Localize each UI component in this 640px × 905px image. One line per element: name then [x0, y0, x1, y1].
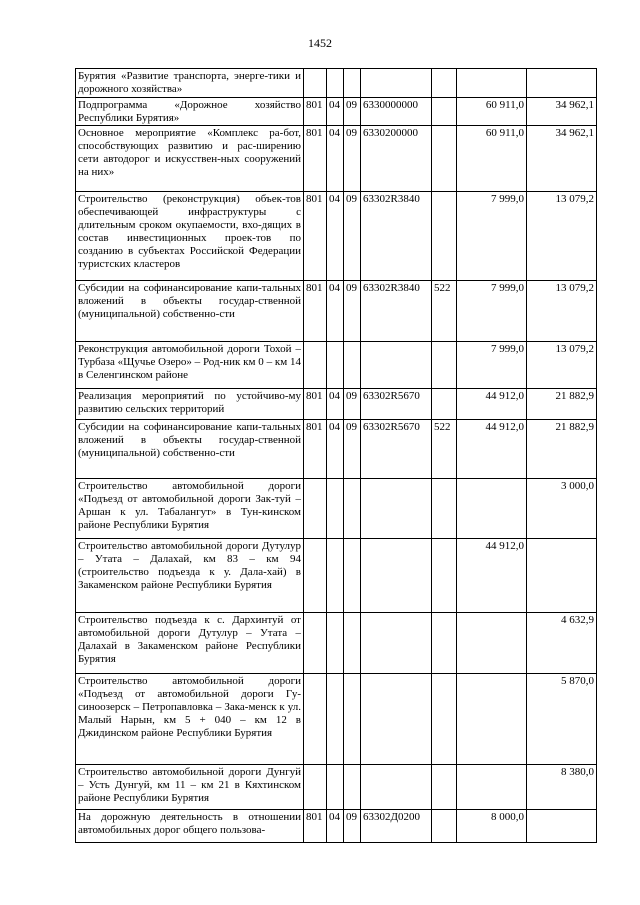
amount-year-1 [457, 765, 527, 810]
amount-year-1 [457, 613, 527, 674]
budget-table-body [76, 69, 597, 843]
subsection-code [344, 765, 361, 810]
expense-type-code [432, 342, 457, 389]
section-code [327, 342, 344, 389]
ministry-code: 801 [304, 281, 327, 342]
amount-year-1: 7 999,0 [457, 192, 527, 281]
table-row [76, 192, 597, 281]
expense-type-code [432, 479, 457, 539]
row-name: Строительство автомобильной дороги Дунгуй – Усть Дунгуй, км 11 – км 21 в Кяхтинском районе Республики Бурятия [76, 765, 304, 810]
amount-year-2: 21 882,9 [527, 389, 597, 420]
row-name: Строительство автомобильной дороги «Подъезд от автомобильной дороги Гу-синоозерск – Петропавловка – Зака-менск к ул. Малый Нарын, км 5 + 040 – км 12 в Джидинском районе Республики Бурятия [76, 674, 304, 765]
table-row [76, 539, 597, 613]
expense-type-code [432, 613, 457, 674]
section-code [327, 674, 344, 765]
section-code [327, 69, 344, 98]
section-code: 04 [327, 420, 344, 479]
subsection-code: 09 [344, 389, 361, 420]
ministry-code: 801 [304, 98, 327, 126]
subsection-code: 09 [344, 810, 361, 843]
row-name: Основное мероприятие «Комплекс ра-бот, способствующих развитию и рас-ширению сети автодорог и искусствен-ных сооружений на них» [76, 126, 304, 192]
table-row [76, 389, 597, 420]
amount-year-1: 7 999,0 [457, 342, 527, 389]
amount-year-1 [457, 69, 527, 98]
expense-type-code [432, 126, 457, 192]
target-article-code [361, 479, 432, 539]
amount-year-2: 13 079,2 [527, 281, 597, 342]
table-row [76, 126, 597, 192]
row-name: Строительство автомобильной дороги «Подъезд от автомобильной дороги Зак-туй – Аршан к ул. Табалангут» в Тун-кинском районе Республики Бурятия [76, 479, 304, 539]
amount-year-1 [457, 479, 527, 539]
ministry-code: 801 [304, 389, 327, 420]
amount-year-1: 60 911,0 [457, 98, 527, 126]
table-row [76, 810, 597, 843]
target-article-code: 63302R3840 [361, 192, 432, 281]
subsection-code: 09 [344, 420, 361, 479]
amount-year-1: 44 912,0 [457, 539, 527, 613]
ministry-code: 801 [304, 126, 327, 192]
amount-year-1: 8 000,0 [457, 810, 527, 843]
target-article-code [361, 539, 432, 613]
target-article-code [361, 613, 432, 674]
section-code [327, 479, 344, 539]
target-article-code: 6330000000 [361, 98, 432, 126]
amount-year-2: 4 632,9 [527, 613, 597, 674]
amount-year-1: 60 911,0 [457, 126, 527, 192]
ministry-code [304, 674, 327, 765]
row-name: Бурятия «Развитие транспорта, энерге-тики и дорожного хозяйства» [76, 69, 304, 98]
section-code: 04 [327, 281, 344, 342]
amount-year-1 [457, 674, 527, 765]
section-code: 04 [327, 810, 344, 843]
expense-type-code [432, 539, 457, 613]
target-article-code: 63302R3840 [361, 281, 432, 342]
expense-type-code [432, 674, 457, 765]
ministry-code: 801 [304, 420, 327, 479]
row-name: Субсидии на софинансирование капи-тальных вложений в объекты государ-ственной (муниципальной) собственно-сти [76, 420, 304, 479]
target-article-code: 6330200000 [361, 126, 432, 192]
target-article-code: 63302R5670 [361, 420, 432, 479]
expense-type-code [432, 69, 457, 98]
row-name: Подпрограмма «Дорожное хозяйство Республики Бурятия» [76, 98, 304, 126]
amount-year-2: 13 079,2 [527, 342, 597, 389]
amount-year-2: 8 380,0 [527, 765, 597, 810]
amount-year-2 [527, 69, 597, 98]
target-article-code [361, 342, 432, 389]
expense-type-code [432, 810, 457, 843]
subsection-code [344, 342, 361, 389]
section-code: 04 [327, 98, 344, 126]
subsection-code: 09 [344, 98, 361, 126]
row-name: Строительство подъезда к с. Дархинтуй от автомобильной дороги Дутулур – Утата – Далахай в Закаменском районе Республики Бурятия [76, 613, 304, 674]
table-row [76, 420, 597, 479]
ministry-code [304, 613, 327, 674]
amount-year-2: 21 882,9 [527, 420, 597, 479]
table-row [76, 98, 597, 126]
target-article-code: 63302Д0200 [361, 810, 432, 843]
subsection-code [344, 69, 361, 98]
table-row [76, 613, 597, 674]
table-row [76, 281, 597, 342]
amount-year-2: 13 079,2 [527, 192, 597, 281]
table-row [76, 479, 597, 539]
section-code: 04 [327, 192, 344, 281]
amount-year-2: 34 962,1 [527, 98, 597, 126]
amount-year-2 [527, 810, 597, 843]
row-name: Реализация мероприятий по устойчиво-му развитию сельских территорий [76, 389, 304, 420]
subsection-code [344, 479, 361, 539]
target-article-code [361, 765, 432, 810]
budget-table [75, 68, 597, 843]
ministry-code [304, 69, 327, 98]
table-row [76, 674, 597, 765]
section-code [327, 765, 344, 810]
row-name: Реконструкция автомобильной дороги Тохой – Турбаза «Щучье Озеро» – Род-ник км 0 – км 14 в Селенгинском районе [76, 342, 304, 389]
expense-type-code [432, 765, 457, 810]
ministry-code: 801 [304, 192, 327, 281]
subsection-code [344, 539, 361, 613]
ministry-code [304, 479, 327, 539]
target-article-code: 63302R5670 [361, 389, 432, 420]
table-row [76, 69, 597, 98]
expense-type-code [432, 389, 457, 420]
amount-year-1: 44 912,0 [457, 389, 527, 420]
amount-year-1: 44 912,0 [457, 420, 527, 479]
target-article-code [361, 69, 432, 98]
amount-year-2 [527, 539, 597, 613]
expense-type-code: 522 [432, 281, 457, 342]
ministry-code [304, 765, 327, 810]
expense-type-code [432, 192, 457, 281]
ministry-code: 801 [304, 810, 327, 843]
target-article-code [361, 674, 432, 765]
amount-year-2: 34 962,1 [527, 126, 597, 192]
section-code [327, 613, 344, 674]
row-name: На дорожную деятельность в отношении автомобильных дорог общего пользова- [76, 810, 304, 843]
amount-year-2: 5 870,0 [527, 674, 597, 765]
expense-type-code [432, 98, 457, 126]
subsection-code: 09 [344, 192, 361, 281]
subsection-code: 09 [344, 281, 361, 342]
amount-year-1: 7 999,0 [457, 281, 527, 342]
row-name: Строительство (реконструкция) объек-тов обеспечивающей инфраструктуры с длительным сроком окупаемости, вхо-дящих в состав инвестиционных проек-тов по созданию в субъектах Российской Федерации туристских кластеров [76, 192, 304, 281]
section-code: 04 [327, 389, 344, 420]
ministry-code [304, 342, 327, 389]
amount-year-2: 3 000,0 [527, 479, 597, 539]
section-code: 04 [327, 126, 344, 192]
ministry-code [304, 539, 327, 613]
expense-type-code: 522 [432, 420, 457, 479]
subsection-code [344, 613, 361, 674]
table-row [76, 765, 597, 810]
row-name: Субсидии на софинансирование капи-тальных вложений в объекты государ-ственной (муниципальной) собственно-сти [76, 281, 304, 342]
subsection-code: 09 [344, 126, 361, 192]
page-number: 1452 [308, 36, 332, 50]
section-code [327, 539, 344, 613]
subsection-code [344, 674, 361, 765]
row-name: Строительство автомобильной дороги Дутулур – Утата – Далахай, км 83 – км 94 (строительство подъезда к у. Дала-хай) в Закаменском районе Республики Бурятия [76, 539, 304, 613]
table-row [76, 342, 597, 389]
